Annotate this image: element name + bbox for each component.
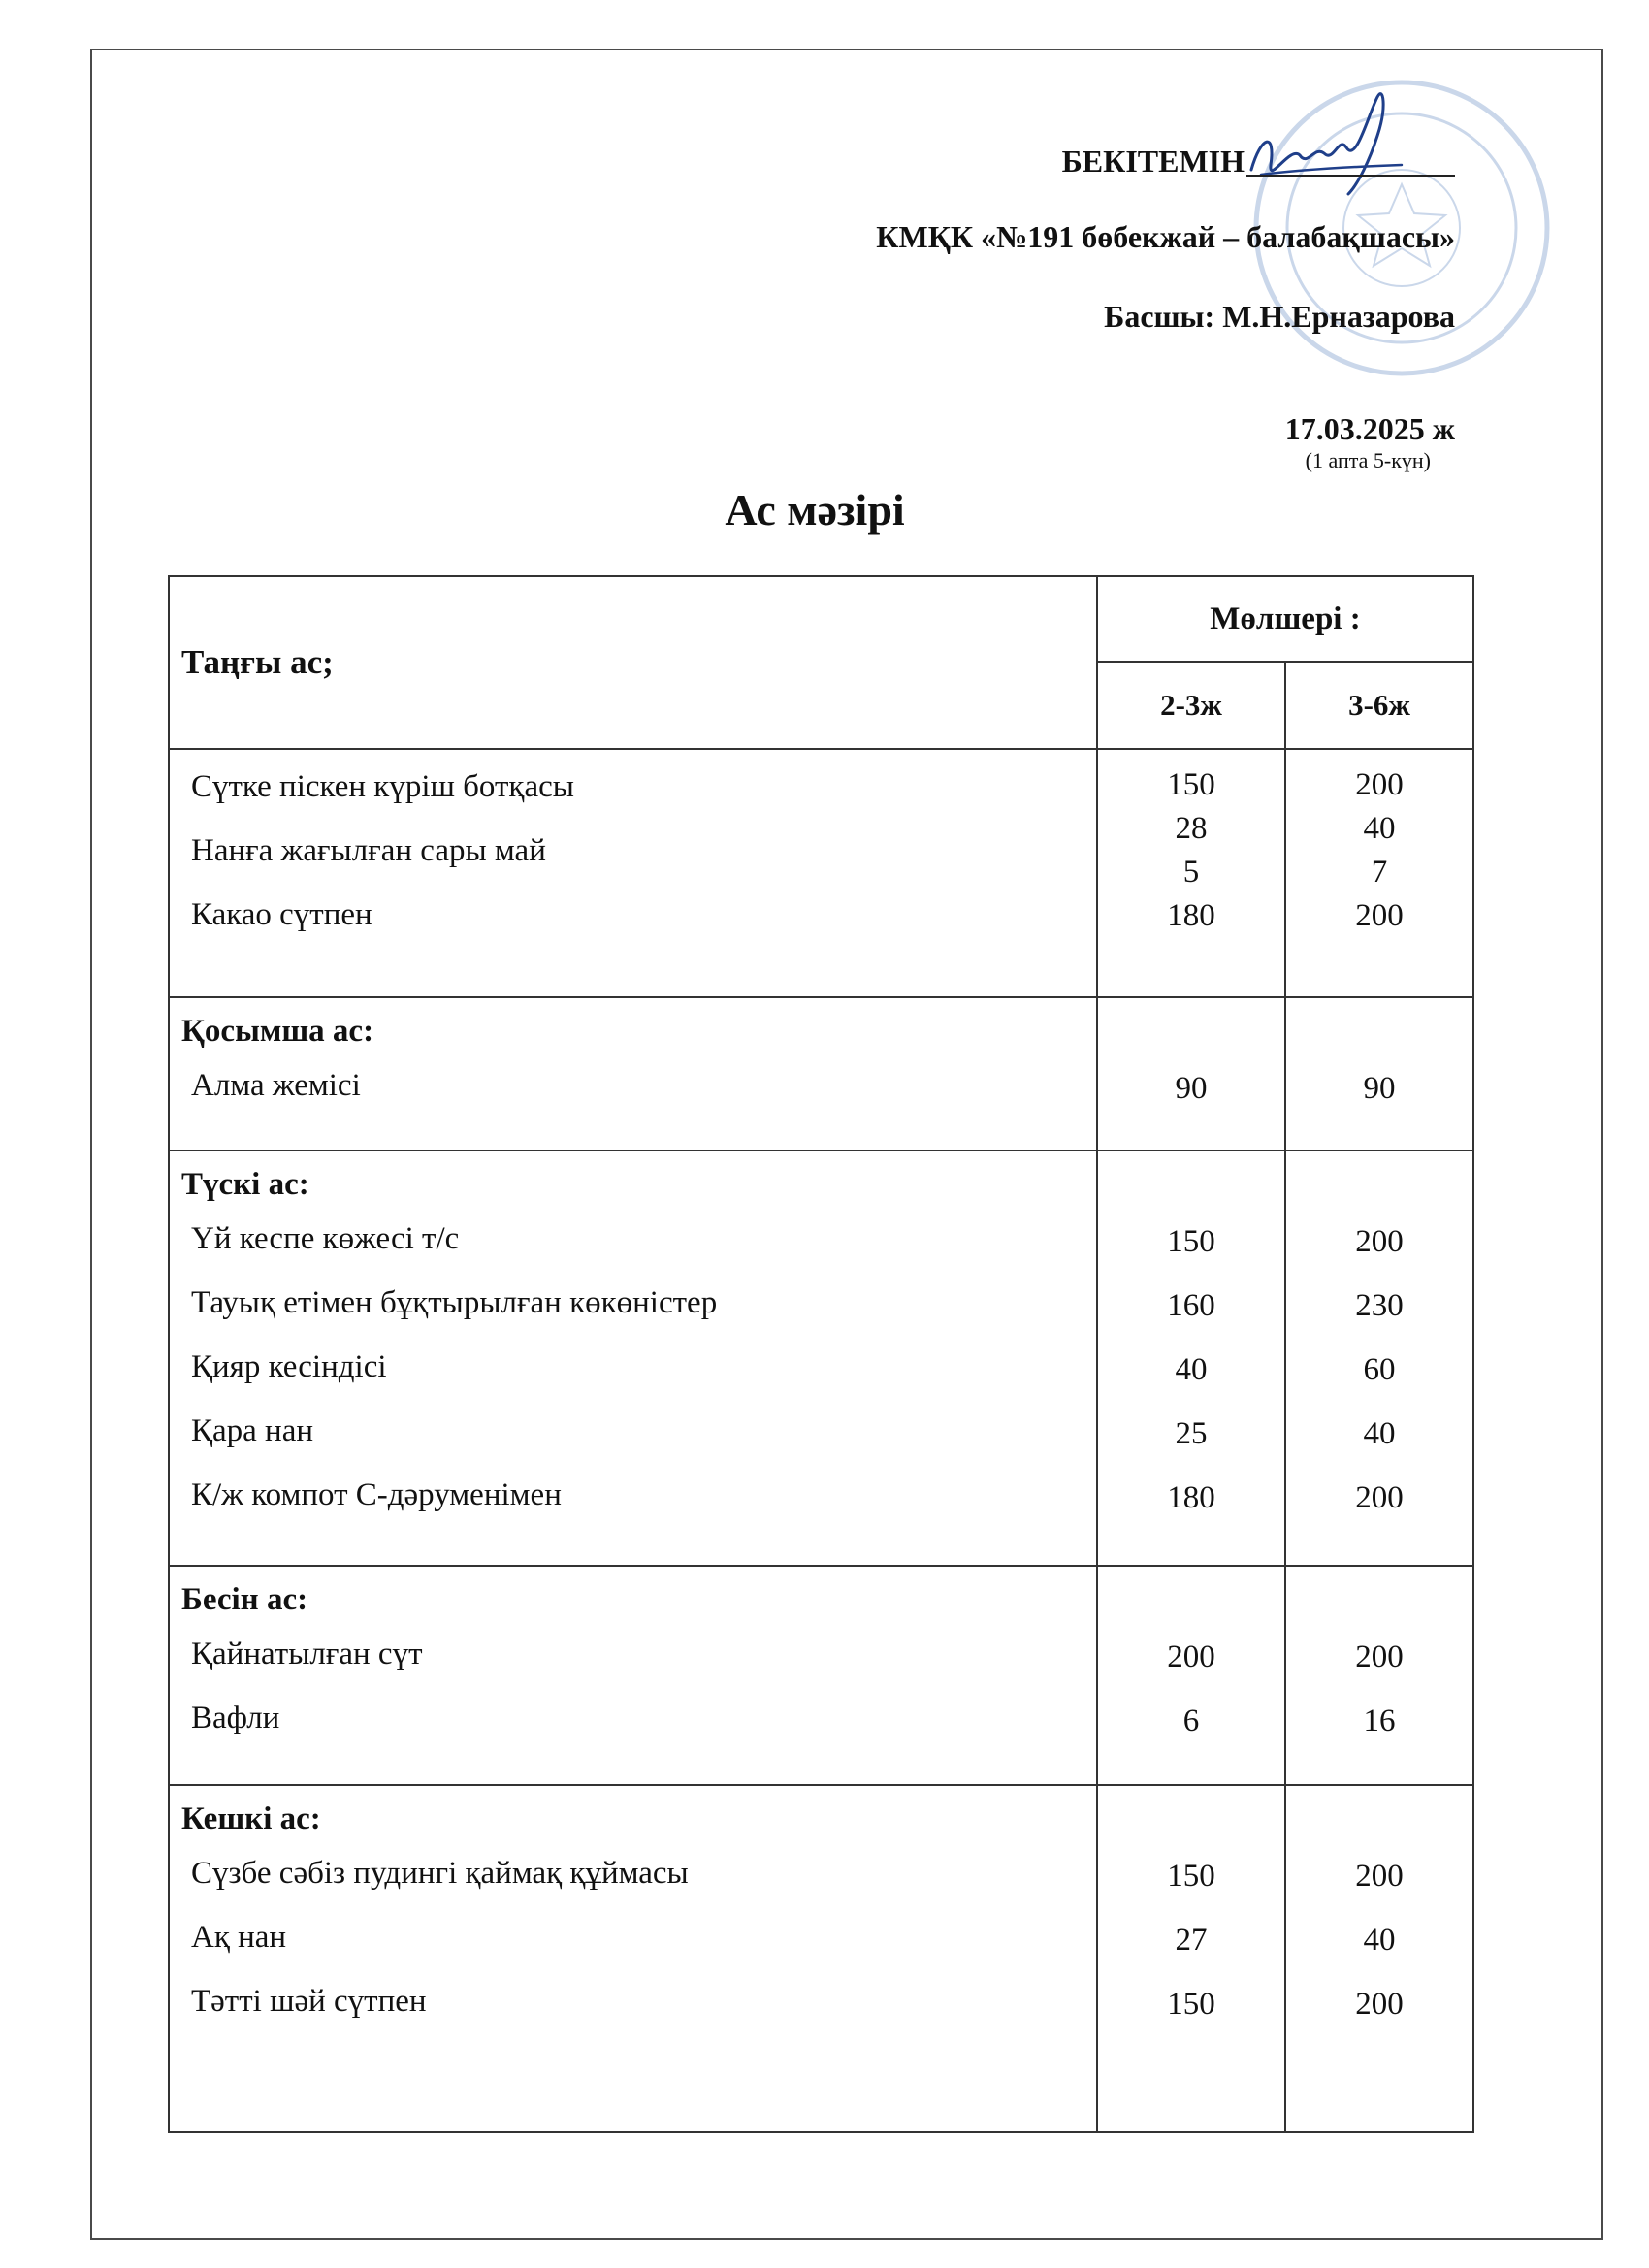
dinner-qty-2-3 — [1097, 1785, 1285, 2132]
section-title: Бесін ас: — [181, 1582, 308, 1617]
qty-value: 40 — [1363, 811, 1396, 846]
snack-qty-2-3 — [1097, 997, 1285, 1150]
snack-qty-3-6 — [1285, 997, 1473, 1150]
qty-value: 7 — [1371, 855, 1388, 890]
qty-value: 150 — [1167, 767, 1215, 802]
menu-table — [168, 575, 1474, 2133]
lunch-items — [169, 1150, 1097, 1566]
lunch-qty-3-6 — [1285, 1150, 1473, 1566]
quantity-header: Мөлшері : — [1097, 576, 1473, 662]
qty-value: 180 — [1167, 1480, 1215, 1515]
menu-item: Үй кеспе көжесі т/с — [191, 1221, 460, 1256]
week-day-note: (1 апта 5-күн) — [1305, 448, 1431, 472]
signature-line — [1246, 146, 1455, 177]
afternoon-items — [169, 1566, 1097, 1785]
snack-section — [169, 997, 1473, 1150]
qty-value: 6 — [1182, 1703, 1200, 1738]
director-name: Басшы: М.Н.Ерназарова — [1104, 299, 1455, 334]
qty-value: 16 — [1363, 1703, 1396, 1738]
menu-item: Алма жемісі — [191, 1068, 361, 1103]
menu-item: Сүзбе сәбіз пудингі қаймақ құймасы — [191, 1856, 689, 1891]
menu-item: Тәтті шәй сүтпен — [191, 1984, 427, 2019]
qty-value: 200 — [1355, 1987, 1404, 2022]
approve-label: БЕКІТЕМІН — [1061, 144, 1245, 178]
section-title: Қосымша ас: — [181, 1014, 374, 1049]
qty-value: 40 — [1363, 1416, 1396, 1451]
age-column-3-6: 3-6ж — [1285, 662, 1473, 749]
menu-item: Тауық етімен бұқтырылған көкөністер — [191, 1285, 718, 1320]
breakfast-section — [169, 749, 1473, 997]
menu-item: Қияр кесіндісі — [191, 1349, 387, 1384]
dinner-items — [169, 1785, 1097, 2132]
qty-value: 200 — [1355, 767, 1404, 802]
qty-value: 60 — [1363, 1352, 1396, 1387]
age-column-2-3: 2-3ж — [1097, 662, 1285, 749]
qty-value: 200 — [1355, 1480, 1404, 1515]
menu-item: Қайнатылған сүт — [191, 1636, 423, 1671]
menu-item: Қара нан — [191, 1413, 314, 1448]
dinner-section — [169, 1785, 1473, 2132]
qty-value: 40 — [1175, 1352, 1208, 1387]
menu-item: Ақ нан — [191, 1920, 287, 1955]
menu-item: Сүтке піскен күріш ботқасы — [191, 769, 574, 804]
qty-value: 150 — [1167, 1987, 1215, 2022]
qty-value: 200 — [1355, 1859, 1404, 1894]
breakfast-qty-3-6 — [1285, 749, 1473, 997]
afternoon-qty-2-3 — [1097, 1566, 1285, 1785]
table-header-row — [169, 576, 1473, 662]
approval-block — [876, 142, 1455, 380]
qty-value: 5 — [1182, 855, 1200, 890]
breakfast-header: Таңғы ас; — [169, 576, 1097, 749]
breakfast-qty-2-3 — [1097, 749, 1285, 997]
qty-value: 180 — [1167, 898, 1215, 933]
lunch-section — [169, 1150, 1473, 1566]
page-title: Ас мәзірі — [725, 485, 905, 535]
breakfast-items — [169, 749, 1097, 997]
qty-value: 25 — [1175, 1416, 1208, 1451]
qty-value: 200 — [1355, 898, 1404, 933]
approve-row — [876, 142, 1455, 177]
date-block — [1285, 413, 1455, 471]
qty-value: 90 — [1175, 1071, 1208, 1106]
qty-value: 150 — [1167, 1224, 1215, 1259]
afternoon-qty-3-6 — [1285, 1566, 1473, 1785]
menu-item: Вафли — [191, 1701, 280, 1735]
qty-value: 90 — [1363, 1071, 1396, 1106]
menu-item: К/ж компот С-дәруменімен — [191, 1477, 562, 1512]
dinner-qty-3-6 — [1285, 1785, 1473, 2132]
organization-name: КМҚК «№191 бөбекжай – балабақшасы» — [876, 219, 1455, 254]
snack-items — [169, 997, 1097, 1150]
menu-item: Какао сүтпен — [191, 897, 372, 932]
section-title: Түскі ас: — [181, 1167, 309, 1202]
qty-value: 27 — [1175, 1923, 1208, 1958]
qty-value: 200 — [1355, 1639, 1404, 1674]
qty-value: 200 — [1167, 1639, 1215, 1674]
afternoon-section — [169, 1566, 1473, 1785]
menu-date: 17.03.2025 ж — [1284, 411, 1455, 446]
section-title: Кешкі ас: — [181, 1801, 321, 1836]
qty-value: 230 — [1355, 1288, 1404, 1323]
lunch-qty-2-3 — [1097, 1150, 1285, 1566]
qty-value: 200 — [1355, 1224, 1404, 1259]
qty-value: 150 — [1167, 1859, 1215, 1894]
qty-value: 40 — [1363, 1923, 1396, 1958]
qty-value: 28 — [1175, 811, 1208, 846]
qty-value: 160 — [1167, 1288, 1215, 1323]
menu-item: Нанға жағылған сары май — [191, 833, 546, 868]
